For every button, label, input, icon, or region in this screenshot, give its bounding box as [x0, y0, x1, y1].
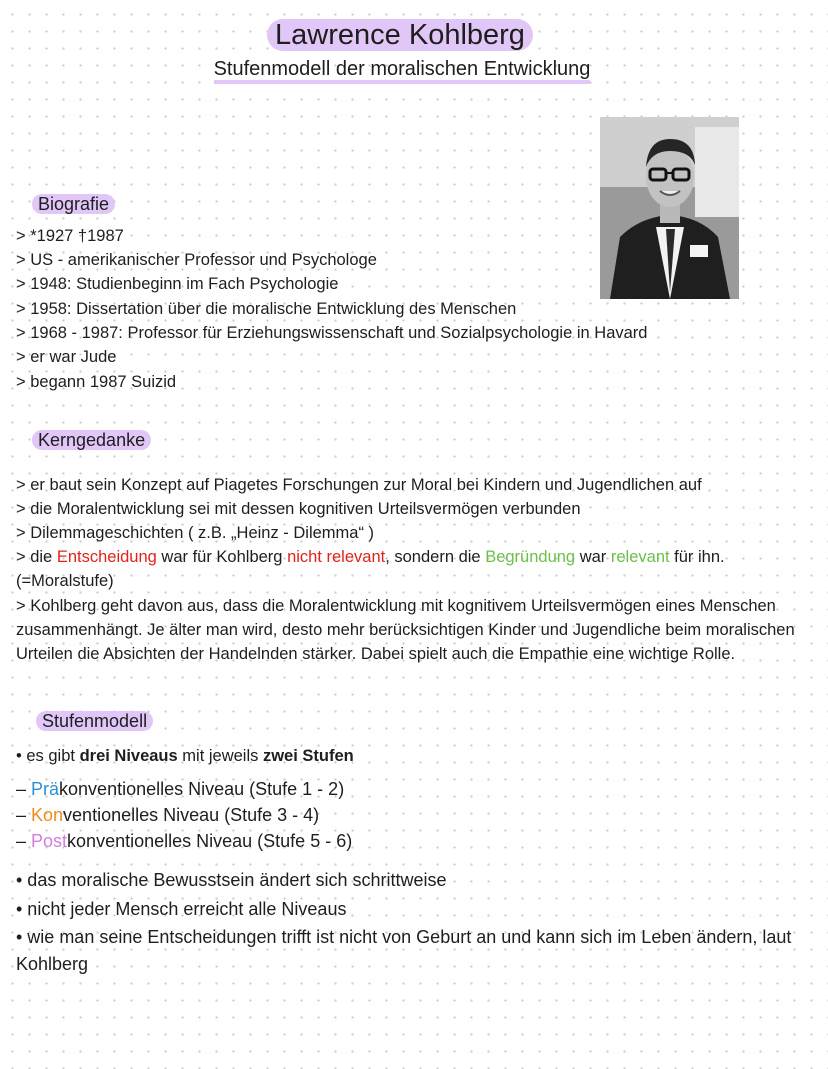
text: • es gibt [16, 747, 80, 765]
level-text: ventionelles Niveau (Stufe 3 - 4) [63, 805, 320, 825]
dash: – [16, 831, 32, 851]
relevant-highlight: relevant [610, 548, 670, 566]
bold-text: zwei Stufen [262, 747, 354, 765]
dash: – [16, 805, 32, 825]
text: , sondern die [385, 548, 486, 566]
bio-line: > *1927 †1987 [16, 227, 124, 245]
subtitle-text: Stufenmodell der moralischen Entwicklung [214, 58, 591, 84]
text: war für Kohlberg [156, 548, 288, 566]
kern-line: > Dilemmageschichten ( z.B. „Heinz - Dilemma“ ) [16, 524, 375, 542]
stufenmodell-heading: Stufenmodell [36, 711, 153, 731]
title-text: Lawrence Kohlberg [267, 19, 533, 51]
kern-line: > die Moralentwicklung sei mit dessen kognitiven Urteilsvermögen verbunden [16, 500, 581, 518]
stufen-bullet: • das moralische Bewusstsein ändert sich schrittweise [16, 870, 447, 890]
page-title [0, 16, 800, 54]
biografie-heading: Biografie [32, 194, 115, 214]
stufen-bullet: • nicht jeder Mensch erreicht alle Niveaus [16, 899, 347, 919]
kerngedanke-heading: Kerngedanke [32, 430, 151, 450]
kern-line: > er baut sein Konzept auf Piagetes Forschungen zur Moral bei Kindern und Jugendlichen auf [16, 476, 702, 494]
bio-line: > er war Jude [16, 348, 117, 366]
kern-decision-line [16, 545, 725, 569]
dash: – [16, 779, 32, 799]
bold-text: drei Niveaus [79, 747, 178, 765]
text: mit jeweils [177, 747, 263, 765]
level-text: konventionelles Niveau (Stufe 5 - 6) [67, 831, 353, 851]
stufen-intro [16, 744, 354, 768]
level-item [16, 828, 352, 854]
stufen-bullet: • wie man seine Entscheidungen trifft ist nicht von Geburt an und kann sich im Leben ändern, laut Kohlberg [16, 927, 792, 974]
portrait-icon [600, 117, 739, 299]
portrait-photo [600, 117, 739, 299]
level-item [16, 802, 319, 828]
section-heading-biografie [32, 193, 115, 215]
section-heading-kerngedanke [32, 429, 151, 451]
begruendung-highlight: Begründung [485, 548, 576, 566]
level-item [16, 776, 344, 802]
bio-line: > 1958: Dissertation über die moralische Entwicklung des Menschen [16, 300, 517, 318]
level-prefix: Prä [31, 779, 60, 799]
bio-line: > 1968 - 1987: Professor für Erziehungswissenschaft und Sozialpsychologie in Havard [16, 324, 648, 342]
page-subtitle [0, 56, 804, 82]
nicht-relevant-highlight: nicht relevant [287, 548, 386, 566]
entscheidung-highlight: Entscheidung [56, 548, 157, 566]
section-heading-stufenmodell [36, 710, 153, 732]
text: für ihn. [669, 548, 725, 566]
text: > die [16, 548, 57, 566]
text: war [575, 548, 611, 566]
kern-paragraph: > Kohlberg geht davon aus, dass die Moralentwicklung mit kognitivem Urteilsvermögen eines Menschen zusammenhängt. Je älter man wird, desto mehr berücksichtigen Kinder und Jugendliche beim moralischen Urteilen die Absichten der Handelnden stärker. Dabei spielt auch die Empathie eine wichtige Rolle. [16, 597, 795, 663]
bio-line: > US - amerikanischer Professor und Psychologe [16, 251, 377, 269]
moralstufe-line: (=Moralstufe) [16, 572, 114, 590]
level-prefix: Post [31, 831, 68, 851]
bio-line: > 1948: Studienbeginn im Fach Psychologie [16, 275, 339, 293]
bio-line: > begann 1987 Suizid [16, 373, 177, 391]
level-prefix: Kon [31, 805, 64, 825]
level-text: konventionelles Niveau (Stufe 1 - 2) [59, 779, 345, 799]
